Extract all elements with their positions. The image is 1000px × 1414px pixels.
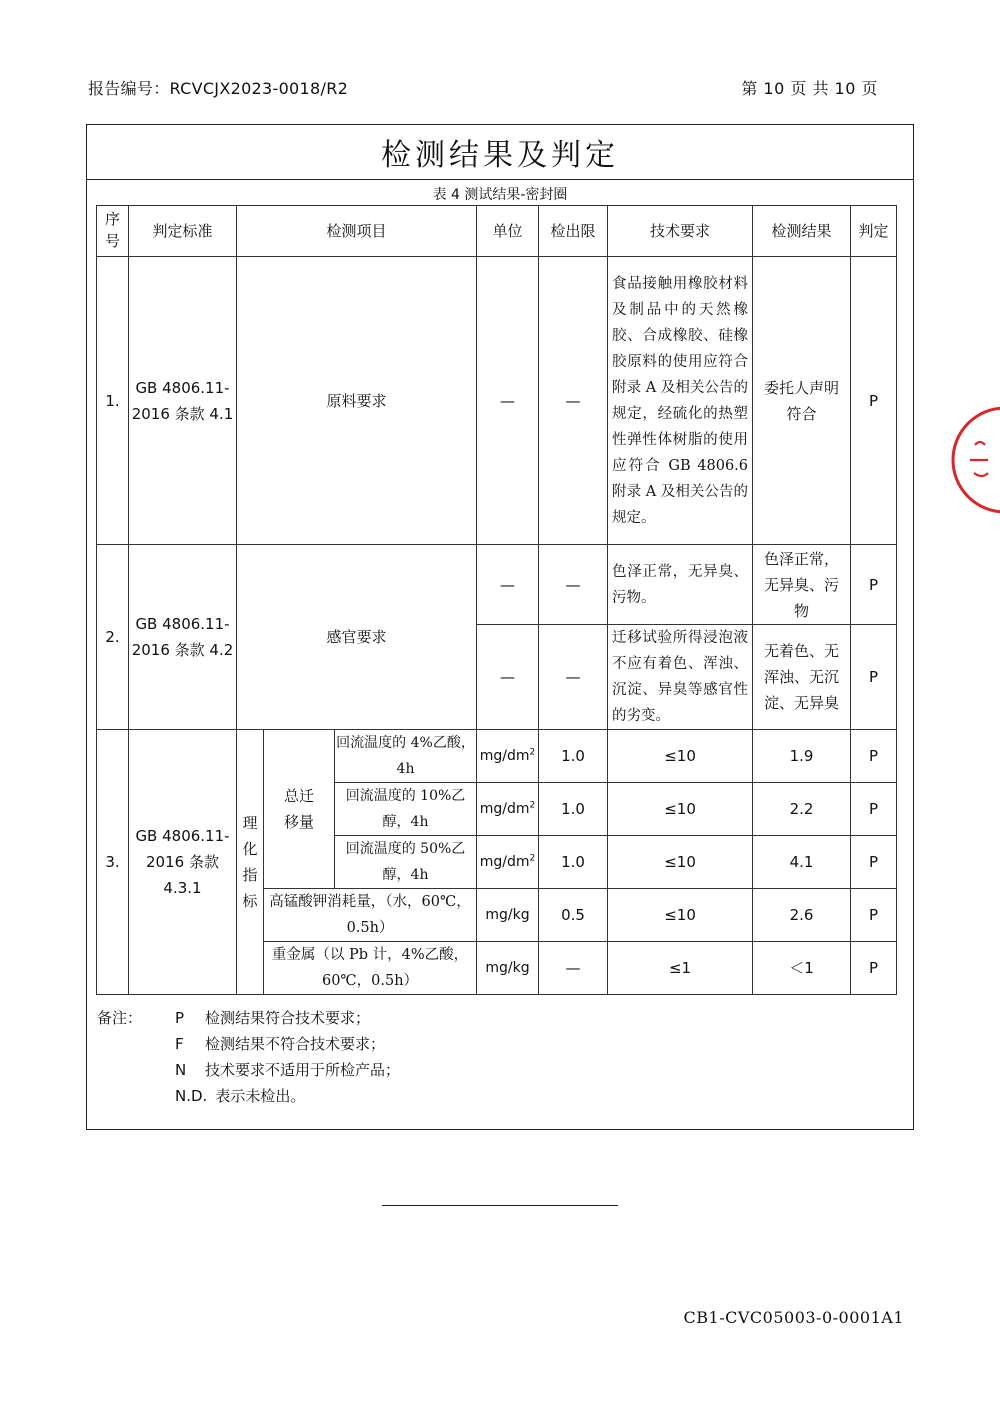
- row-unit: $mg/dm^2$: [477, 783, 539, 836]
- col-header-result: 检测结果: [753, 206, 851, 257]
- row-item: 回流温度的 4%乙酸，4h: [335, 730, 477, 783]
- row-requirement: ≤10: [608, 730, 753, 783]
- note-code: F: [175, 1035, 184, 1053]
- row-result: 色泽正常，无异臭、污物: [753, 545, 851, 625]
- row-judge: P: [851, 783, 897, 836]
- note-text: 检测结果符合技术要求；: [205, 1009, 371, 1027]
- results-table: [96, 205, 897, 995]
- note-text: 检测结果不符合技术要求；: [205, 1035, 386, 1053]
- notes-label: 备注：: [97, 1009, 143, 1027]
- row-no: 3.: [97, 730, 129, 995]
- category-label: 理化指标: [242, 814, 258, 910]
- note-code: P: [175, 1009, 185, 1027]
- row-limit: 1.0: [539, 783, 608, 836]
- row-unit: —: [477, 257, 539, 545]
- col-header-judge: 判定: [851, 206, 897, 257]
- note-text: 表示未检出。: [215, 1087, 306, 1105]
- row-no: 1.: [97, 257, 129, 545]
- row-result: 无着色、无浑浊、无沉淀、无异臭: [753, 625, 851, 730]
- page-number: 第 10 页 共 10 页: [741, 79, 878, 98]
- row-requirement: 色泽正常，无异臭、污物。: [608, 545, 753, 625]
- note-text: 技术要求不适用于所检产品；: [205, 1061, 401, 1079]
- col-header-unit: 单位: [477, 206, 539, 257]
- row-requirement: 迁移试验所得浸泡液不应有着色、浑浊、沉淀、异臭等感官性的劣变。: [608, 625, 753, 730]
- table-row: [97, 545, 897, 625]
- row-group: [264, 730, 335, 889]
- row-item: 回流温度的 50%乙醇，4h: [335, 836, 477, 889]
- signature-line: [382, 1205, 618, 1206]
- row-requirement: ≤10: [608, 783, 753, 836]
- row-unit: mg/kg: [477, 942, 539, 995]
- results-frame: [86, 124, 914, 1130]
- row-judge: P: [851, 257, 897, 545]
- row-requirement: 食品接触用橡胶材料及制品中的天然橡胶、合成橡胶、硅橡胶原料的使用应符合附录 A 及相关公告的规定，经硫化的热塑性弹性体树脂的使用应符合 GB 4806.6 附录 A 及相关公告的规定。: [608, 257, 753, 545]
- row-judge: P: [851, 625, 897, 730]
- form-code: CB1-CVC05003-0-0001A1: [683, 1308, 904, 1327]
- row-limit: —: [539, 942, 608, 995]
- note-code: N.D.: [175, 1087, 208, 1105]
- row-category: [237, 730, 264, 995]
- red-seal-stamp: [950, 405, 1000, 515]
- row-limit: —: [539, 545, 608, 625]
- row-standard: GB 4806.11-2016 条款 4.1: [129, 257, 237, 545]
- note-line: [97, 1005, 400, 1031]
- row-judge: P: [851, 942, 897, 995]
- table-header-row: [97, 206, 897, 257]
- row-result: ＜1: [753, 942, 851, 995]
- table-row: [97, 730, 897, 783]
- row-item: 回流温度的 10%乙醇，4h: [335, 783, 477, 836]
- row-item: 原料要求: [237, 257, 477, 545]
- row-judge: P: [851, 836, 897, 889]
- row-limit: 0.5: [539, 889, 608, 942]
- page-title: 检测结果及判定: [381, 138, 619, 173]
- note-line: [97, 1057, 400, 1083]
- row-limit: 1.0: [539, 836, 608, 889]
- row-result: 4.1: [753, 836, 851, 889]
- col-header-requirement: 技术要求: [608, 206, 753, 257]
- note-line: [97, 1083, 400, 1109]
- notes: [97, 1005, 400, 1109]
- row-judge: P: [851, 730, 897, 783]
- table-row: [97, 257, 897, 545]
- col-header-item: 检测项目: [237, 206, 477, 257]
- row-result: 1.9: [753, 730, 851, 783]
- row-unit: mg/kg: [477, 889, 539, 942]
- row-judge: P: [851, 545, 897, 625]
- row-item: 重金属（以 Pb 计，4%乙酸，60℃，0.5h）: [264, 942, 477, 995]
- row-requirement: ≤10: [608, 836, 753, 889]
- row-standard: GB 4806.11-2016 条款 4.2: [129, 545, 237, 730]
- row-result: 2.6: [753, 889, 851, 942]
- title-box: [87, 125, 913, 180]
- row-requirement: ≤1: [608, 942, 753, 995]
- row-judge: P: [851, 889, 897, 942]
- row-limit: —: [539, 257, 608, 545]
- row-result: 2.2: [753, 783, 851, 836]
- col-header-standard: 判定标准: [129, 206, 237, 257]
- row-standard: GB 4806.11-2016 条款 4.3.1: [129, 730, 237, 995]
- row-item: 高锰酸钾消耗量，（水，60℃，0.5h）: [264, 889, 477, 942]
- col-header-no: 序号: [97, 206, 129, 257]
- row-requirement: ≤10: [608, 889, 753, 942]
- row-unit: $mg/dm^2$: [477, 836, 539, 889]
- group-label: 总迁移量: [283, 787, 314, 831]
- row-no: 2.: [97, 545, 129, 730]
- row-unit: —: [477, 545, 539, 625]
- row-unit: —: [477, 625, 539, 730]
- col-header-limit: 检出限: [539, 206, 608, 257]
- row-item: 感官要求: [237, 545, 477, 730]
- note-line: [97, 1031, 400, 1057]
- table-caption: 表 4 测试结果-密封圈: [432, 187, 568, 203]
- row-result: 委托人声明符合: [753, 257, 851, 545]
- row-limit: 1.0: [539, 730, 608, 783]
- note-code: N: [175, 1061, 187, 1079]
- row-unit: $mg/dm^2$: [477, 730, 539, 783]
- row-limit: —: [539, 625, 608, 730]
- report-number: 报告编号：RCVCJX2023-0018/R2: [88, 79, 349, 98]
